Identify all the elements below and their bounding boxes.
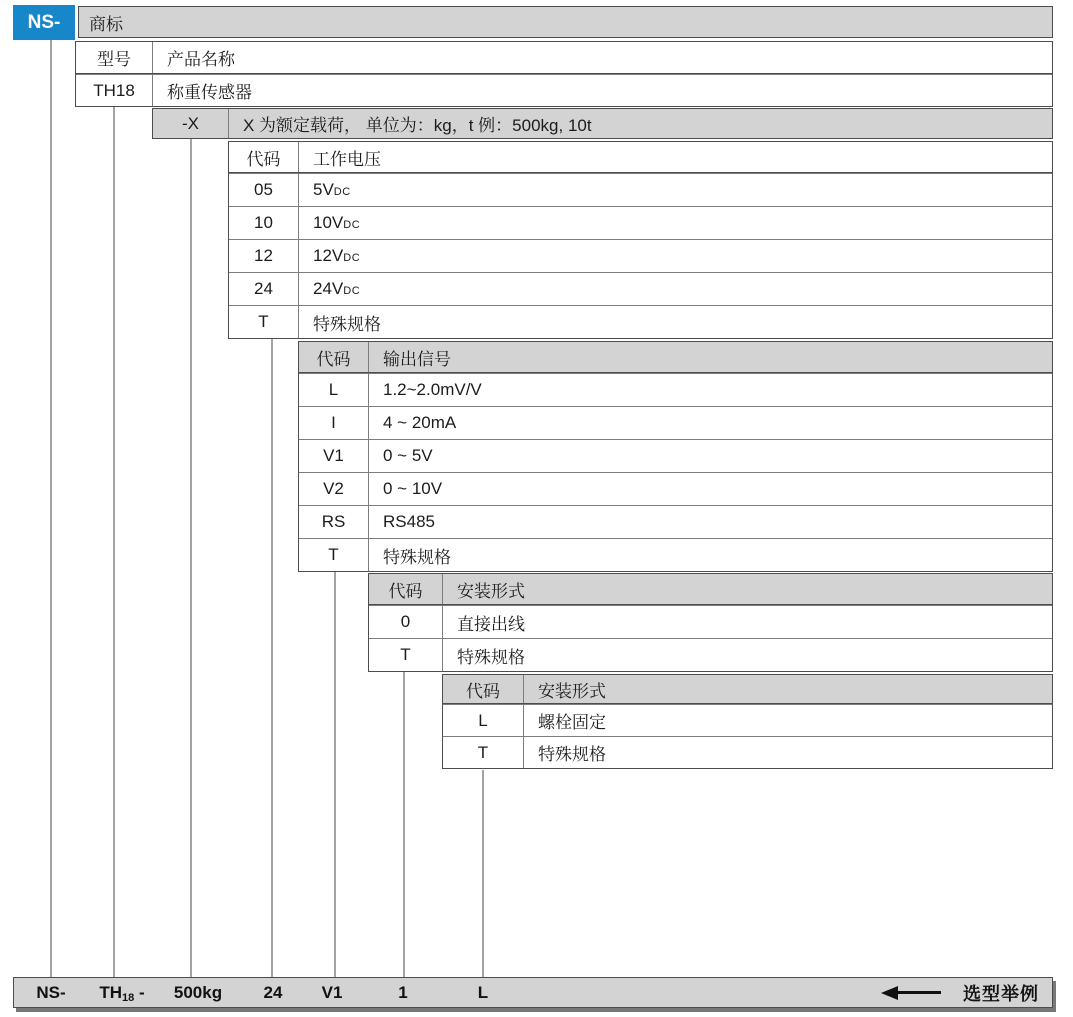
mounting1-header-desc: 安装形式 [457,581,525,601]
voltage-desc [299,306,1052,338]
voltage-code: T [229,306,299,338]
voltage-desc-main: 10V [313,213,344,232]
mounting2-header-code: 代码 [443,675,524,703]
arrow-shaft [898,991,941,994]
rated-load-code: -X [153,109,229,138]
signal-code: T [299,539,369,571]
connector-line-mounting2 [482,770,484,977]
voltage-row [229,272,1052,305]
signal-code: V1 [299,440,369,472]
signal-desc: RS485 [383,512,435,531]
left-arrow-icon [881,986,941,1000]
signal-code: V2 [299,473,369,505]
voltage-code: 12 [229,240,299,272]
signal-desc: 0 ~ 5V [383,446,433,465]
example-model [99,983,144,1003]
model-table-header [76,42,1052,74]
signal-desc: 1.2~2.0mV/V [383,380,482,399]
mounting1-row [369,605,1052,638]
signal-row [299,538,1052,571]
signal-table [298,341,1053,572]
example-mounting2: L [477,982,489,1002]
signal-desc: 0 ~ 10V [383,479,443,498]
example-model-sub: 18 [122,991,135,1004]
mounting2-code: T [443,737,524,768]
example-model-post: - [134,982,145,1002]
mounting2-row [443,736,1052,768]
mounting1-code: T [369,639,443,671]
voltage-desc [299,174,1052,206]
voltage-desc [299,207,1052,239]
voltage-desc-main: 12V [313,246,344,265]
connector-line-signal [334,572,336,977]
signal-code: RS [299,506,369,538]
voltage-code: 10 [229,207,299,239]
model-desc: 称重传感器 [167,83,252,102]
signal-desc: 特殊规格 [383,547,451,567]
arrow-head-icon [881,986,898,1000]
example-voltage: 24 [263,982,283,1002]
voltage-desc-unit: DC [343,252,361,264]
example-model-pre: TH [99,982,123,1002]
model-table-row [76,74,1052,106]
mounting2-code: L [443,705,524,736]
brand-prefix-box: NS- [13,5,75,40]
voltage-table [228,141,1053,339]
mounting1-desc: 特殊规格 [457,647,525,667]
mounting2-row [443,704,1052,736]
mounting2-table-header [443,675,1052,704]
trademark-row [78,6,1053,38]
signal-row [299,373,1052,406]
voltage-desc [299,273,1052,305]
example-brand: NS- [36,982,66,1002]
connector-line-brand [50,40,52,977]
connector-line-load [190,139,192,977]
voltage-desc-unit: DC [343,285,361,297]
connector-line-model [113,107,115,977]
mounting2-desc: 螺栓固定 [538,713,606,732]
model-header-desc: 产品名称 [167,50,235,69]
signal-row [299,406,1052,439]
signal-row [299,439,1052,472]
signal-code: I [299,407,369,439]
signal-header-desc: 输出信号 [383,349,451,369]
voltage-header-code: 代码 [229,142,299,172]
rated-load-row [152,108,1053,139]
voltage-code: 24 [229,273,299,305]
voltage-row [229,305,1052,338]
mounting1-desc: 直接出线 [457,614,525,634]
voltage-desc-unit: DC [343,219,361,231]
mounting2-table [442,674,1053,769]
signal-code: L [299,374,369,406]
voltage-row [229,239,1052,272]
signal-desc: 4 ~ 20mA [383,413,457,432]
voltage-row [229,173,1052,206]
connector-line-voltage [271,339,273,977]
mounting1-code: 0 [369,606,443,638]
signal-header-code: 代码 [299,342,369,372]
mounting2-desc: 特殊规格 [538,745,606,764]
voltage-desc-main: 5V [313,180,334,199]
voltage-code: 05 [229,174,299,206]
mounting2-header-desc: 安装形式 [538,681,606,701]
signal-row [299,505,1052,538]
voltage-table-header [229,142,1052,173]
trademark-label: 商标 [89,14,123,34]
voltage-row [229,206,1052,239]
example-signal: V1 [321,982,343,1002]
voltage-header-desc: 工作电压 [313,149,381,169]
mounting1-table-header [369,574,1052,605]
voltage-desc [299,240,1052,272]
example-load: 500kg [173,982,223,1002]
rated-load-desc: X 为额定载荷， 单位为：kg，t 例：500kg, 10t [243,116,592,135]
mounting1-row [369,638,1052,671]
signal-row [299,472,1052,505]
example-mounting1: 1 [398,982,408,1002]
model-table [75,41,1053,107]
selection-example-bar [13,977,1053,1008]
voltage-desc-main: 特殊规格 [313,314,381,334]
signal-table-header [299,342,1052,373]
example-label: 选型举例 [963,983,1039,1004]
model-code: TH18 [76,75,153,106]
model-header-code: 型号 [76,42,153,73]
voltage-desc-unit: DC [333,186,351,198]
mounting1-table [368,573,1053,672]
voltage-desc-main: 24V [313,279,344,298]
connector-line-mounting1 [403,672,405,977]
mounting1-header-code: 代码 [369,574,443,604]
